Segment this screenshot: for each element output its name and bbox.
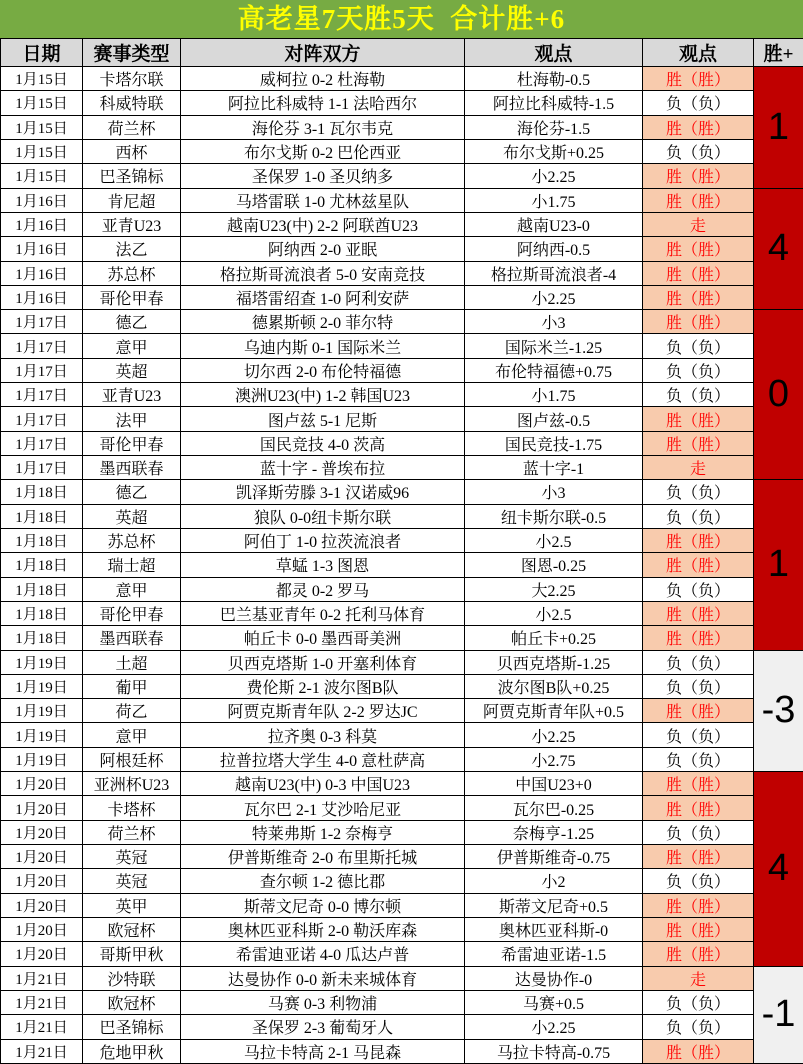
- match-cell: 凯泽斯劳滕 3-1 汉诺威96: [181, 480, 465, 504]
- table-row: [1, 383, 803, 407]
- date-cell: 1月16日: [1, 285, 83, 309]
- match-cell: 阿纳西 2-0 亚眠: [181, 237, 465, 261]
- result-cell: 负（负）: [643, 504, 754, 528]
- table-row: [1, 674, 803, 698]
- match-cell: 格拉斯哥流浪者 5-0 安南竞技: [181, 261, 465, 285]
- league-cell: 英甲: [83, 893, 181, 917]
- daily-score-cell: -3: [754, 650, 803, 772]
- date-cell: 1月20日: [1, 917, 83, 941]
- match-cell: 圣保罗 2-3 葡萄牙人: [181, 1015, 465, 1039]
- result-cell: 胜（胜）: [643, 1039, 754, 1064]
- league-cell: 卡塔尔联: [83, 67, 181, 91]
- match-cell: 阿贾克斯青年队 2-2 罗达JC: [181, 699, 465, 723]
- result-cell: 胜（胜）: [643, 431, 754, 455]
- league-cell: 墨西联春: [83, 456, 181, 480]
- match-cell: 都灵 0-2 罗马: [181, 577, 465, 601]
- table-row: [1, 747, 803, 771]
- result-cell: 胜（胜）: [643, 601, 754, 625]
- match-cell: 马赛 0-3 利物浦: [181, 990, 465, 1014]
- table-body: [1, 67, 803, 1064]
- result-cell: 胜（胜）: [643, 699, 754, 723]
- table-row: [1, 966, 803, 990]
- table-row: [1, 626, 803, 650]
- pick-cell: 海伦芬-1.5: [465, 115, 643, 139]
- pick-cell: 阿拉比科威特-1.5: [465, 91, 643, 115]
- result-cell: 胜（胜）: [643, 942, 754, 966]
- table-row: [1, 456, 803, 480]
- result-cell: 胜（胜）: [643, 796, 754, 820]
- result-cell: 胜（胜）: [643, 407, 754, 431]
- table-row: [1, 164, 803, 188]
- table-row: [1, 1039, 803, 1064]
- date-cell: 1月18日: [1, 504, 83, 528]
- league-cell: 肯尼超: [83, 188, 181, 212]
- result-cell: 胜（胜）: [643, 115, 754, 139]
- result-cell: 负（负）: [643, 91, 754, 115]
- league-cell: 西杯: [83, 139, 181, 163]
- table-row: [1, 67, 803, 91]
- table-row: [1, 942, 803, 966]
- match-cell: 阿伯丁 1-0 拉茨流浪者: [181, 528, 465, 552]
- match-cell: 拉普拉塔大学生 4-0 意杜萨高: [181, 747, 465, 771]
- pick-cell: 布伦特福德+0.75: [465, 358, 643, 382]
- date-cell: 1月15日: [1, 67, 83, 91]
- table-row: [1, 723, 803, 747]
- pick-cell: 国民竞技-1.75: [465, 431, 643, 455]
- table-row: [1, 358, 803, 382]
- pick-cell: 中国U23+0: [465, 772, 643, 796]
- date-cell: 1月15日: [1, 139, 83, 163]
- match-cell: 威柯拉 0-2 杜海勒: [181, 67, 465, 91]
- table-row: [1, 261, 803, 285]
- league-cell: 意甲: [83, 334, 181, 358]
- date-cell: 1月16日: [1, 261, 83, 285]
- result-cell: 负（负）: [643, 869, 754, 893]
- result-cell: 走: [643, 966, 754, 990]
- match-cell: 巴兰基亚青年 0-2 托利马体育: [181, 601, 465, 625]
- table-row: [1, 237, 803, 261]
- pick-cell: 小2.5: [465, 601, 643, 625]
- daily-score-cell: 0: [754, 310, 803, 480]
- date-cell: 1月20日: [1, 796, 83, 820]
- date-cell: 1月18日: [1, 577, 83, 601]
- league-cell: 荷乙: [83, 699, 181, 723]
- date-cell: 1月21日: [1, 1015, 83, 1039]
- result-cell: 胜（胜）: [643, 772, 754, 796]
- page-title: 高老星7天胜5天 合计胜+6: [0, 0, 803, 38]
- league-cell: 卡塔杯: [83, 796, 181, 820]
- league-cell: 欧冠杯: [83, 990, 181, 1014]
- pick-cell: 阿纳西-0.5: [465, 237, 643, 261]
- date-cell: 1月17日: [1, 310, 83, 334]
- date-cell: 1月17日: [1, 358, 83, 382]
- pick-cell: 国际米兰-1.25: [465, 334, 643, 358]
- table-row: [1, 577, 803, 601]
- league-cell: 英超: [83, 358, 181, 382]
- table-row: [1, 504, 803, 528]
- league-cell: 意甲: [83, 723, 181, 747]
- pick-cell: 布尔戈斯+0.25: [465, 139, 643, 163]
- league-cell: 亚洲杯U23: [83, 772, 181, 796]
- pick-cell: 图恩-0.25: [465, 553, 643, 577]
- league-cell: 亚青U23: [83, 212, 181, 236]
- table-row: [1, 407, 803, 431]
- pick-cell: 阿贾克斯青年队+0.5: [465, 699, 643, 723]
- header-score: 胜+: [754, 39, 803, 67]
- date-cell: 1月16日: [1, 237, 83, 261]
- pick-cell: 斯蒂文尼奇+0.5: [465, 893, 643, 917]
- pick-cell: 小2: [465, 869, 643, 893]
- date-cell: 1月20日: [1, 942, 83, 966]
- date-cell: 1月20日: [1, 772, 83, 796]
- daily-score-cell: 1: [754, 480, 803, 650]
- league-cell: 苏总杯: [83, 261, 181, 285]
- match-cell: 特莱弗斯 1-2 奈梅亨: [181, 820, 465, 844]
- date-cell: 1月18日: [1, 480, 83, 504]
- table-row: [1, 601, 803, 625]
- table-row: [1, 990, 803, 1014]
- pick-cell: 贝西克塔斯-1.25: [465, 650, 643, 674]
- table-row: [1, 480, 803, 504]
- pick-cell: 图卢兹-0.5: [465, 407, 643, 431]
- table-row: [1, 869, 803, 893]
- pick-cell: 小3: [465, 480, 643, 504]
- result-cell: 胜（胜）: [643, 553, 754, 577]
- league-cell: 德乙: [83, 310, 181, 334]
- date-cell: 1月21日: [1, 1039, 83, 1064]
- match-cell: 阿拉比科威特 1-1 法哈西尔: [181, 91, 465, 115]
- league-cell: 苏总杯: [83, 528, 181, 552]
- result-cell: 负（负）: [643, 990, 754, 1014]
- result-cell: 负（负）: [643, 139, 754, 163]
- result-cell: 胜（胜）: [643, 528, 754, 552]
- pick-cell: 小2.25: [465, 1015, 643, 1039]
- match-cell: 查尔顿 1-2 德比郡: [181, 869, 465, 893]
- daily-score-cell: 4: [754, 772, 803, 967]
- date-cell: 1月17日: [1, 431, 83, 455]
- result-cell: 胜（胜）: [643, 845, 754, 869]
- pick-cell: 小2.75: [465, 747, 643, 771]
- pick-cell: 小3: [465, 310, 643, 334]
- betting-record-table: [0, 38, 803, 1064]
- date-cell: 1月19日: [1, 747, 83, 771]
- match-cell: 海伦芬 3-1 瓦尔韦克: [181, 115, 465, 139]
- date-cell: 1月17日: [1, 334, 83, 358]
- match-cell: 伊普斯维奇 2-0 布里斯托城: [181, 845, 465, 869]
- league-cell: 墨西联春: [83, 626, 181, 650]
- result-cell: 胜（胜）: [643, 310, 754, 334]
- date-cell: 1月19日: [1, 723, 83, 747]
- pick-cell: 越南U23-0: [465, 212, 643, 236]
- table-row: [1, 285, 803, 309]
- match-cell: 达曼协作 0-0 新未来城体育: [181, 966, 465, 990]
- result-cell: 胜（胜）: [643, 917, 754, 941]
- table-row: [1, 650, 803, 674]
- pick-cell: 波尔图B队+0.25: [465, 674, 643, 698]
- match-cell: 希雷迪亚诺 4-0 瓜达卢普: [181, 942, 465, 966]
- date-cell: 1月19日: [1, 699, 83, 723]
- league-cell: 英冠: [83, 845, 181, 869]
- date-cell: 1月20日: [1, 845, 83, 869]
- date-cell: 1月16日: [1, 188, 83, 212]
- league-cell: 德乙: [83, 480, 181, 504]
- match-cell: 奥林匹亚科斯 2-0 勒沃库森: [181, 917, 465, 941]
- league-cell: 哥伦甲春: [83, 431, 181, 455]
- table-row: [1, 820, 803, 844]
- result-cell: 走: [643, 212, 754, 236]
- match-cell: 马拉卡特高 2-1 马昆森: [181, 1039, 465, 1064]
- result-cell: 胜（胜）: [643, 285, 754, 309]
- pick-cell: 小1.75: [465, 383, 643, 407]
- pick-cell: 杜海勒-0.5: [465, 67, 643, 91]
- pick-cell: 小2.25: [465, 723, 643, 747]
- league-cell: 阿根廷杯: [83, 747, 181, 771]
- table-row: [1, 115, 803, 139]
- pick-cell: 马拉卡特高-0.75: [465, 1039, 643, 1064]
- match-cell: 布尔戈斯 0-2 巴伦西亚: [181, 139, 465, 163]
- pick-cell: 伊普斯维奇-0.75: [465, 845, 643, 869]
- league-cell: 葡甲: [83, 674, 181, 698]
- result-cell: 负（负）: [643, 1015, 754, 1039]
- pick-cell: 奥林匹亚科斯-0: [465, 917, 643, 941]
- league-cell: 英超: [83, 504, 181, 528]
- league-cell: 哥伦甲春: [83, 285, 181, 309]
- header-date: 日期: [1, 39, 83, 67]
- table-row: [1, 553, 803, 577]
- date-cell: 1月15日: [1, 164, 83, 188]
- date-cell: 1月17日: [1, 407, 83, 431]
- pick-cell: 小2.25: [465, 285, 643, 309]
- result-cell: 胜（胜）: [643, 188, 754, 212]
- date-cell: 1月15日: [1, 91, 83, 115]
- pick-cell: 格拉斯哥流浪者-4: [465, 261, 643, 285]
- pick-cell: 小2.5: [465, 528, 643, 552]
- date-cell: 1月15日: [1, 115, 83, 139]
- table-row: [1, 893, 803, 917]
- table-row: [1, 528, 803, 552]
- match-cell: 瓦尔巴 2-1 艾沙哈尼亚: [181, 796, 465, 820]
- match-cell: 贝西克塔斯 1-0 开塞利体育: [181, 650, 465, 674]
- league-cell: 哥伦甲春: [83, 601, 181, 625]
- table-row: [1, 188, 803, 212]
- date-cell: 1月18日: [1, 528, 83, 552]
- result-cell: 负（负）: [643, 674, 754, 698]
- match-cell: 圣保罗 1-0 圣贝纳多: [181, 164, 465, 188]
- table-row: [1, 212, 803, 236]
- league-cell: 英冠: [83, 869, 181, 893]
- match-cell: 越南U23(中) 0-3 中国U23: [181, 772, 465, 796]
- date-cell: 1月20日: [1, 820, 83, 844]
- result-cell: 走: [643, 456, 754, 480]
- daily-score-cell: 1: [754, 67, 803, 189]
- date-cell: 1月21日: [1, 990, 83, 1014]
- table-row: [1, 139, 803, 163]
- table-row: [1, 334, 803, 358]
- pick-cell: 纽卡斯尔联-0.5: [465, 504, 643, 528]
- league-cell: 荷兰杯: [83, 820, 181, 844]
- pick-cell: 希雷迪亚诺-1.5: [465, 942, 643, 966]
- league-cell: 亚青U23: [83, 383, 181, 407]
- table-row: [1, 917, 803, 941]
- table-row: [1, 431, 803, 455]
- date-cell: 1月17日: [1, 383, 83, 407]
- table-row: [1, 699, 803, 723]
- table-row: [1, 91, 803, 115]
- league-cell: 沙特联: [83, 966, 181, 990]
- match-cell: 拉齐奥 0-3 科莫: [181, 723, 465, 747]
- result-cell: 负（负）: [643, 383, 754, 407]
- match-cell: 国民竞技 4-0 茨高: [181, 431, 465, 455]
- pick-cell: 蓝十字-1: [465, 456, 643, 480]
- table-row: [1, 772, 803, 796]
- pick-cell: 达曼协作-0: [465, 966, 643, 990]
- pick-cell: 奈梅亨-1.25: [465, 820, 643, 844]
- table-row: [1, 1015, 803, 1039]
- header-row: [1, 39, 803, 67]
- table-row: [1, 310, 803, 334]
- date-cell: 1月21日: [1, 966, 83, 990]
- match-cell: 福塔雷绍查 1-0 阿利安萨: [181, 285, 465, 309]
- league-cell: 巴圣锦标: [83, 1015, 181, 1039]
- date-cell: 1月20日: [1, 893, 83, 917]
- date-cell: 1月20日: [1, 869, 83, 893]
- date-cell: 1月19日: [1, 650, 83, 674]
- result-cell: 负（负）: [643, 650, 754, 674]
- header-result: 观点: [643, 39, 754, 67]
- match-cell: 乌迪内斯 0-1 国际米兰: [181, 334, 465, 358]
- match-cell: 斯蒂文尼奇 0-0 博尔顿: [181, 893, 465, 917]
- date-cell: 1月18日: [1, 626, 83, 650]
- league-cell: 土超: [83, 650, 181, 674]
- league-cell: 法乙: [83, 237, 181, 261]
- table-row: [1, 845, 803, 869]
- league-cell: 瑞士超: [83, 553, 181, 577]
- date-cell: 1月18日: [1, 553, 83, 577]
- match-cell: 狼队 0-0纽卡斯尔联: [181, 504, 465, 528]
- league-cell: 法甲: [83, 407, 181, 431]
- pick-cell: 马赛+0.5: [465, 990, 643, 1014]
- league-cell: 危地甲秋: [83, 1039, 181, 1064]
- result-cell: 负（负）: [643, 358, 754, 382]
- pick-cell: 大2.25: [465, 577, 643, 601]
- result-cell: 负（负）: [643, 577, 754, 601]
- result-cell: 胜（胜）: [643, 237, 754, 261]
- result-cell: 负（负）: [643, 723, 754, 747]
- result-cell: 胜（胜）: [643, 261, 754, 285]
- match-cell: 草蜢 1-3 图恩: [181, 553, 465, 577]
- result-cell: 胜（胜）: [643, 164, 754, 188]
- match-cell: 澳洲U23(中) 1-2 韩国U23: [181, 383, 465, 407]
- daily-score-cell: 4: [754, 188, 803, 310]
- result-cell: 负（负）: [643, 334, 754, 358]
- result-cell: 胜（胜）: [643, 67, 754, 91]
- league-cell: 意甲: [83, 577, 181, 601]
- match-cell: 德累斯顿 2-0 菲尔特: [181, 310, 465, 334]
- league-cell: 荷兰杯: [83, 115, 181, 139]
- table-row: [1, 796, 803, 820]
- match-cell: 马塔雷联 1-0 尤林兹星队: [181, 188, 465, 212]
- header-match: 对阵双方: [181, 39, 465, 67]
- pick-cell: 小1.75: [465, 188, 643, 212]
- league-cell: 科威特联: [83, 91, 181, 115]
- pick-cell: 小2.25: [465, 164, 643, 188]
- pick-cell: 帕丘卡+0.25: [465, 626, 643, 650]
- daily-score-cell: -1: [754, 966, 803, 1063]
- pick-cell: 瓦尔巴-0.25: [465, 796, 643, 820]
- result-cell: 负（负）: [643, 747, 754, 771]
- match-cell: 切尔西 2-0 布伦特福德: [181, 358, 465, 382]
- result-cell: 负（负）: [643, 480, 754, 504]
- header-league: 赛事类型: [83, 39, 181, 67]
- league-cell: 巴圣锦标: [83, 164, 181, 188]
- result-cell: 胜（胜）: [643, 626, 754, 650]
- match-cell: 蓝十字 - 普埃布拉: [181, 456, 465, 480]
- match-cell: 费伦斯 2-1 波尔图B队: [181, 674, 465, 698]
- result-cell: 负（负）: [643, 820, 754, 844]
- result-cell: 胜（胜）: [643, 893, 754, 917]
- match-cell: 越南U23(中) 2-2 阿联酋U23: [181, 212, 465, 236]
- date-cell: 1月16日: [1, 212, 83, 236]
- league-cell: 欧冠杯: [83, 917, 181, 941]
- date-cell: 1月18日: [1, 601, 83, 625]
- date-cell: 1月19日: [1, 674, 83, 698]
- date-cell: 1月17日: [1, 456, 83, 480]
- match-cell: 帕丘卡 0-0 墨西哥美洲: [181, 626, 465, 650]
- header-pick: 观点: [465, 39, 643, 67]
- match-cell: 图卢兹 5-1 尼斯: [181, 407, 465, 431]
- league-cell: 哥斯甲秋: [83, 942, 181, 966]
